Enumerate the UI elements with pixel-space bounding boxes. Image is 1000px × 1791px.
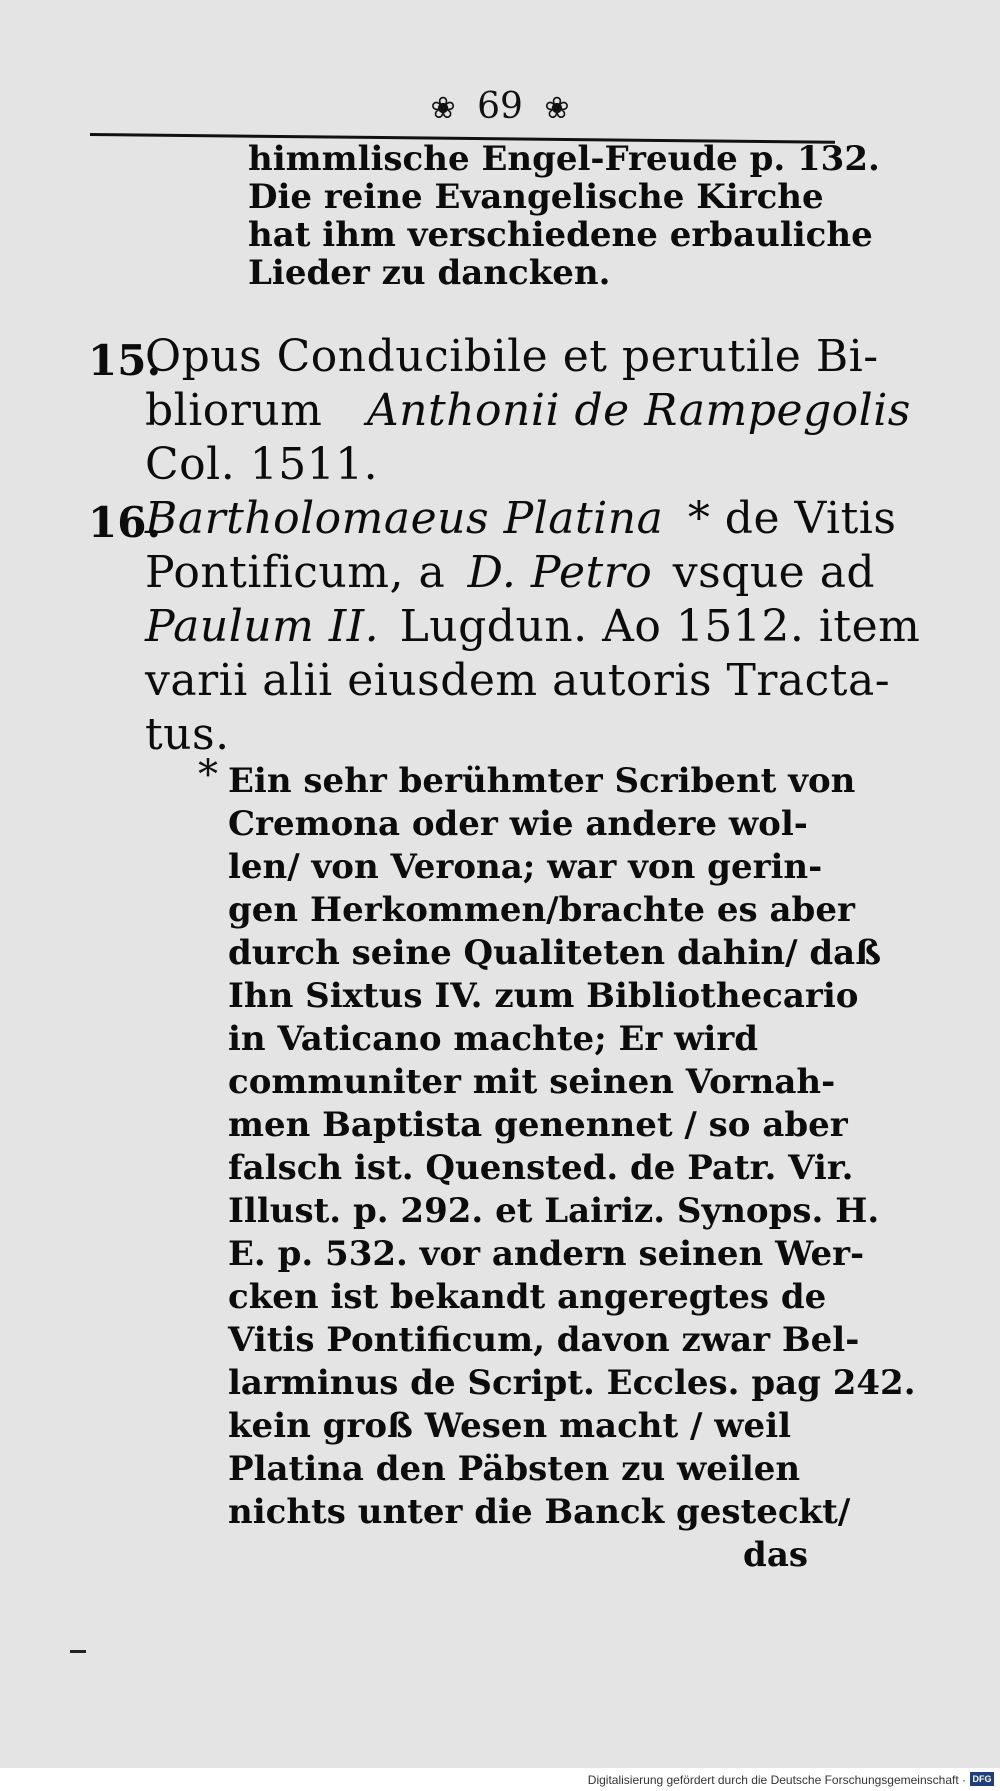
text-line: nichts unter die Banck gesteckt/ xyxy=(228,1492,851,1532)
text-line: Ihn Sixtus IV. zum Bibliothecario xyxy=(228,976,859,1016)
text-line: kein groß Wesen macht / weil xyxy=(228,1406,792,1446)
author-name: Anthonii de Rampegolis xyxy=(366,385,911,436)
text-line: himmlische Engel-Freude p. 132. xyxy=(248,139,880,179)
text-line xyxy=(145,492,920,546)
page-header xyxy=(0,86,1000,127)
text-line: Ein sehr berühmter Scribent von xyxy=(228,761,856,801)
text-line: Die reine Evangelische Kirche xyxy=(248,177,824,217)
text-line: Illust. p. 292. et Lairiz. Synops. H. xyxy=(228,1191,880,1231)
text-line: hat ihm verschiedene erbauliche xyxy=(248,215,873,255)
text-segment: vsque ad xyxy=(672,547,876,598)
entry-number: 16. xyxy=(88,498,162,547)
text-line: len/ von Verona; war von gerin- xyxy=(228,847,823,887)
footnote-marker: * xyxy=(198,752,218,798)
ornament-left-icon: ❀ xyxy=(430,91,456,126)
text-line: Cremona oder wie andere wol- xyxy=(228,804,808,844)
dfg-logo-icon: DFG xyxy=(970,1772,994,1786)
text-line: varii alii eiusdem autoris Tracta- xyxy=(145,655,891,706)
footnote-block xyxy=(228,760,916,1577)
catchword: das xyxy=(743,1535,808,1575)
entry-number: 15. xyxy=(88,336,162,385)
entry-15 xyxy=(145,330,911,492)
author-name: Bartholomaeus Platina xyxy=(145,493,664,544)
text-line: cken ist bekandt angeregtes de xyxy=(228,1277,827,1317)
text-line: gen Herkommen/brachte es aber xyxy=(228,890,855,930)
text-line: Platina den Päbsten zu weilen xyxy=(228,1449,801,1489)
text-line: Opus Conducibile et perutile Bi- xyxy=(145,331,879,382)
text-segment: Lugdun. Ao 1512. item xyxy=(399,601,921,652)
text-line: durch seine Qualiteten dahin/ daß xyxy=(228,933,882,973)
margin-mark xyxy=(70,1650,86,1653)
page-number: 69 xyxy=(477,86,523,127)
text-line xyxy=(145,600,920,654)
text-line: Col. 1511. xyxy=(145,439,379,490)
text-line: Vitis Pontificum, davon zwar Bel- xyxy=(228,1320,860,1360)
text-line xyxy=(145,384,911,438)
text-line: Lieder zu dancken. xyxy=(248,253,611,293)
text-line: men Baptista genennet / so aber xyxy=(228,1105,848,1145)
text-segment: Paulum II. xyxy=(145,601,380,652)
continuation-block xyxy=(248,140,880,292)
text-line: tus. xyxy=(145,709,230,760)
text-line: falsch ist. Quensted. de Patr. Vir. xyxy=(228,1148,854,1188)
footer-credit: Digitalisierung gefördert durch die Deutsche Forschungsgemeinschaft · xyxy=(587,1773,966,1787)
text-segment: * de Vitis xyxy=(687,493,897,544)
entry-16 xyxy=(145,492,920,762)
text-segment: bliorum xyxy=(145,385,323,436)
text-line: larminus de Script. Eccles. pag 242. xyxy=(228,1363,916,1403)
text-line: E. p. 532. vor andern seinen Wer- xyxy=(228,1234,865,1274)
text-segment: Pontificum, a xyxy=(145,547,446,598)
ornament-right-icon: ❀ xyxy=(544,91,570,126)
footer-bar xyxy=(0,1768,1000,1791)
text-line: communiter mit seinen Vornah- xyxy=(228,1062,836,1102)
text-segment: D. Petro xyxy=(467,547,653,598)
text-line: in Vaticano machte; Er wird xyxy=(228,1019,759,1059)
text-line xyxy=(145,546,920,600)
